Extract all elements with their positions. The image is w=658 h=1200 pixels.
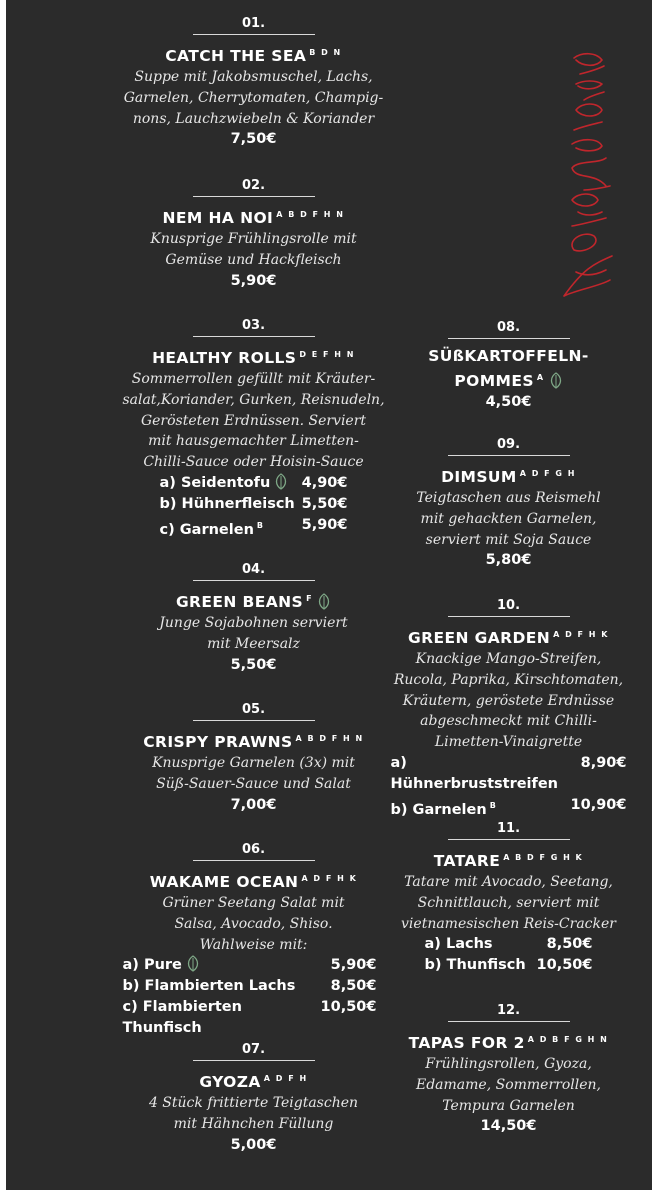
allergen-codes: D E F H N [299, 350, 355, 359]
item-description: Junge Sojabohnen serviert mit Meersalz [159, 615, 348, 652]
allergen-codes: A [536, 373, 545, 382]
variant-row: a) Seidentofu 4,90€ [159, 474, 348, 491]
item-name: CRISPY PRAWNS [143, 733, 293, 751]
item-description: 4 Stück frittierte Teigtaschen mit Hähnchen Füllung [148, 1095, 359, 1132]
item-description: Suppe mit Jakobsmuschel, Lachs, Garnelen, Cherrytomaten, Champig- nons, Lauchzwiebeln & Koriander [123, 69, 384, 127]
leaf-icon [549, 372, 563, 389]
item-name: DIMSUM [441, 468, 517, 486]
variant-list [391, 753, 627, 821]
item-number: 06. [193, 842, 315, 861]
variant-list [425, 934, 593, 976]
variant-row: c) Garnelen $^B$ 5,90€ [159, 516, 348, 538]
svg-text:Vorspeisen: Vorspeisen [554, 40, 560, 41]
variant-row: a) Hühnerbruststreifen 8,90€ [390, 754, 627, 792]
item-price: 14,50€ [480, 1118, 537, 1135]
leaf-icon [317, 593, 331, 610]
menu-item-10 [376, 598, 641, 821]
menu-item-06 [121, 842, 386, 1039]
item-name: SÜßKARTOFFELN- [428, 347, 589, 365]
item-name: GREEN GARDEN [408, 629, 551, 647]
item-price: 5,00€ [230, 1136, 277, 1153]
menu-item-03 [121, 318, 386, 541]
item-description: Tatare mit Avocado, Seetang, Schnittlauch, serviert mit vietnamesischen Reis-Cracker [401, 874, 616, 932]
item-description: Sommerrollen gefüllt mit Kräuter- salat,Koriander, Gurken, Reisnudeln, Gerösteten Erdnüssen. Serviert mit hausgemachter Limetten- Chilli-Sauce oder Hoisin-Sauce [122, 371, 385, 471]
allergen-codes: F [306, 594, 314, 603]
item-description: Knusprige Garnelen (3x) mit Süß-Sauer-Sauce und Salat [152, 755, 355, 792]
menu-item-12 [376, 1003, 641, 1137]
leaf-icon [274, 473, 288, 490]
allergen-codes: A D B F G H N [527, 1035, 609, 1044]
allergen-codes: A B D F H N [295, 734, 364, 743]
item-description: Teigtaschen aus Reismehl mit gehackten Garnelen, serviert mit Soja Sauce [416, 490, 601, 548]
allergen-codes: A D F H K [553, 630, 609, 639]
allergen-codes: A B D F H N [276, 210, 345, 219]
item-number: 07. [193, 1042, 315, 1061]
variant-list [123, 955, 377, 1039]
item-name: WAKAME OCEAN [149, 873, 299, 891]
allergen-codes: A D F G H [519, 469, 576, 478]
menu-item-02 [121, 178, 386, 292]
allergen-codes: A D F H K [301, 874, 358, 883]
item-number: 04. [193, 562, 315, 581]
item-description: Knusprige Frühlingsrolle mit Gemüse und Hackfleisch [150, 231, 357, 268]
variant-list [160, 473, 348, 541]
item-number: 12. [448, 1003, 570, 1022]
menu-item-11 [376, 821, 641, 976]
menu-item-07 [121, 1042, 386, 1156]
menu-item-09 [376, 437, 641, 571]
item-price: 7,00€ [230, 796, 277, 813]
item-price: 7,50€ [230, 131, 277, 148]
item-name: HEALTHY ROLLS [152, 349, 297, 367]
item-number: 05. [193, 702, 315, 721]
variant-row: c) Flambierten Thunfisch 10,50€ [122, 999, 377, 1037]
item-name: GREEN BEANS [175, 593, 304, 611]
item-number: 09. [448, 437, 570, 456]
item-name: TATARE [433, 852, 501, 870]
variant-row: a) Lachs 8,50€ [424, 936, 593, 953]
item-price: 5,50€ [230, 656, 277, 673]
variant-row: b) Flambierten Lachs 8,50€ [122, 978, 377, 995]
variant-row: b) Thunfisch 10,50€ [424, 957, 593, 974]
menu-item-04 [121, 562, 386, 676]
variant-row: b) Hühnerfleisch 5,50€ [159, 495, 348, 512]
item-number: 01. [193, 16, 315, 35]
menu-page [6, 0, 652, 1190]
item-description: Frühlingsrollen, Gyoza, Edamame, Sommerrollen, Tempura Garnelen [416, 1056, 601, 1114]
variant-row: a) Pure 5,90€ [122, 957, 377, 974]
item-number: 03. [193, 318, 315, 337]
item-name: GYOZA [199, 1073, 261, 1091]
allergen-codes: A B D F G H K [503, 853, 584, 862]
allergen-codes: B D N [309, 48, 342, 57]
menu-item-01 [121, 16, 386, 150]
item-description: Knackige Mango-Streifen, Rucola, Paprika, Kirschtomaten, Kräutern, geröstete Erdnüsse abgeschmeckt mit Chilli- Limetten-Vinaigrette [393, 651, 624, 751]
menu-item-05 [121, 702, 386, 816]
section-title-script [554, 40, 618, 302]
leaf-icon [186, 955, 200, 972]
item-name: NEM HA NOI [162, 209, 274, 227]
item-name: TAPAS FOR 2 [408, 1034, 525, 1052]
allergen-codes: A D F H [263, 1074, 308, 1083]
item-number: 10. [448, 598, 570, 617]
item-name: CATCH THE SEA [165, 47, 307, 65]
menu-item-08 [376, 320, 641, 413]
item-name: POMMES [454, 372, 534, 390]
item-description: Grüner Seetang Salat mit Salsa, Avocado, Shiso. Wahlweise mit: [162, 895, 345, 953]
item-number: 08. [448, 320, 570, 339]
item-price: 4,50€ [485, 394, 532, 410]
item-price: 5,90€ [230, 272, 277, 289]
variant-row: b) Garnelen $^B$ 10,90€ [390, 796, 627, 818]
item-number: 02. [193, 178, 315, 197]
item-number: 11. [448, 821, 570, 840]
item-price: 5,80€ [485, 552, 532, 569]
